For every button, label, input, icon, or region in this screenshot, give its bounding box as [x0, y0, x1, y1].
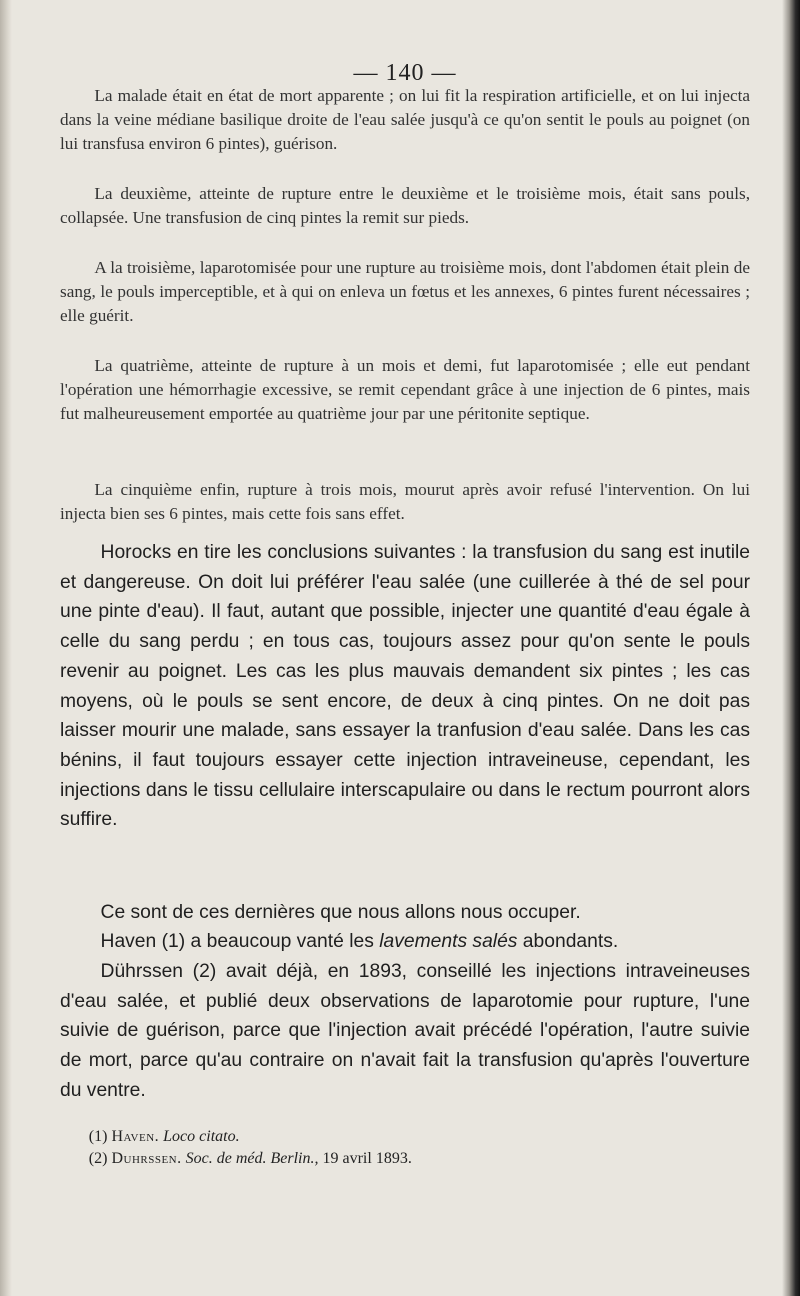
footnote-2	[60, 1148, 750, 1169]
paragraph-haven	[60, 927, 750, 957]
paragraph-fifth-case: La cinquième enfin, rupture à trois mois, mourut après avoir refusé l'intervention. On lui injecta bien ses 6 pintes, mais cette fois sans effet.	[60, 480, 750, 523]
footnote-source: Loco citato.	[163, 1128, 240, 1145]
footnote-author: Duhrssen.	[111, 1150, 182, 1167]
haven-text-end: abondants.	[517, 931, 619, 952]
footnote-marker: (2)	[88, 1150, 112, 1167]
paragraph-duhrssen: Dührssen (2) avait déjà, en 1893, conseillé les injections intraveineuses d'eau salée, et publié deux observations de laparotomie pour rupture, l'une suivie de guérison, parce que l'injection avait précédé l'opération, l'autre suivie de mort, parce qu'au contraire on n'avait fait la transfusion qu'après l'ouverture du ventre.	[60, 961, 750, 1101]
page-right-edge	[782, 0, 800, 1296]
paragraph-these-last: Ce sont de ces dernières que nous allons nous occuper.	[100, 902, 581, 923]
paragraph-horocks-conclusions: Horocks en tire les conclusions suivantes : la transfusion du sang est inutile et dangereuse. On doit lui préférer l'eau salée (une cuillerée à thé de sel pour une pinte d'eau). Il faut, autant que possible, injecter une quantité d'eau égale à celle du sang perdu ; en tous cas, toujours assez pour qu'on sente le pouls revenir au poignet. Les cas les plus mauvais demandent six pintes ; les cas moyens, où le pouls se sent encore, de deux à cinq pintes. On ne doit pas laisser mourir une malade, sans essayer la tranfusion d'eau salée. Dans les cas bénins, il faut toujours essayer cette injection intraveineuse, cependant, les injections dans le tissu cellulaire interscapulaire ou dans le rectum pourront alors suffire.	[60, 542, 750, 831]
footnote-source: Soc. de méd. Berlin.,	[185, 1150, 319, 1167]
footnote-marker: (1)	[88, 1128, 112, 1145]
page-number: — 140 —	[353, 60, 457, 86]
paragraph-second-case: La deuxième, atteinte de rupture entre le deuxième et le troisième mois, était sans pouls, collapsée. Une transfusion de cinq pintes la remit sur pieds.	[60, 184, 750, 227]
haven-text-start: Haven (1) a beaucoup vanté les	[100, 931, 380, 952]
book-page	[60, 0, 750, 1296]
paragraph-first-case: La malade était en état de mort apparente ; on lui fit la respiration artificielle, et on lui injecta dans la veine médiane basilique droite de l'eau salée jusqu'à ce qu'on sentit le pouls au poignet (on lui transfusa environ 6 pintes), guérison.	[60, 86, 750, 153]
footnote-1	[60, 1126, 750, 1147]
haven-italic-term: lavements salés	[379, 931, 518, 952]
footnote-rest: 19 avril 1893.	[318, 1150, 412, 1167]
page-left-edge	[0, 0, 12, 1296]
paragraph-fourth-case: La quatrième, atteinte de rupture à un mois et demi, fut laparotomisée ; elle eut pendant l'opération une hémorrhagie excessive, se remit cependant grâce à une injection de 6 pintes, mais fut malheureusement emportée au quatrième jour par une péritonite septique.	[60, 356, 750, 423]
paragraph-third-case: A la troisième, laparotomisée pour une rupture au troisième mois, dont l'abdomen était plein de sang, le pouls imperceptible, et à qui on enleva un fœtus et les annexes, 6 pintes furent nécessaires ; elle guérit.	[60, 258, 750, 325]
footnote-author: Haven.	[111, 1128, 160, 1145]
